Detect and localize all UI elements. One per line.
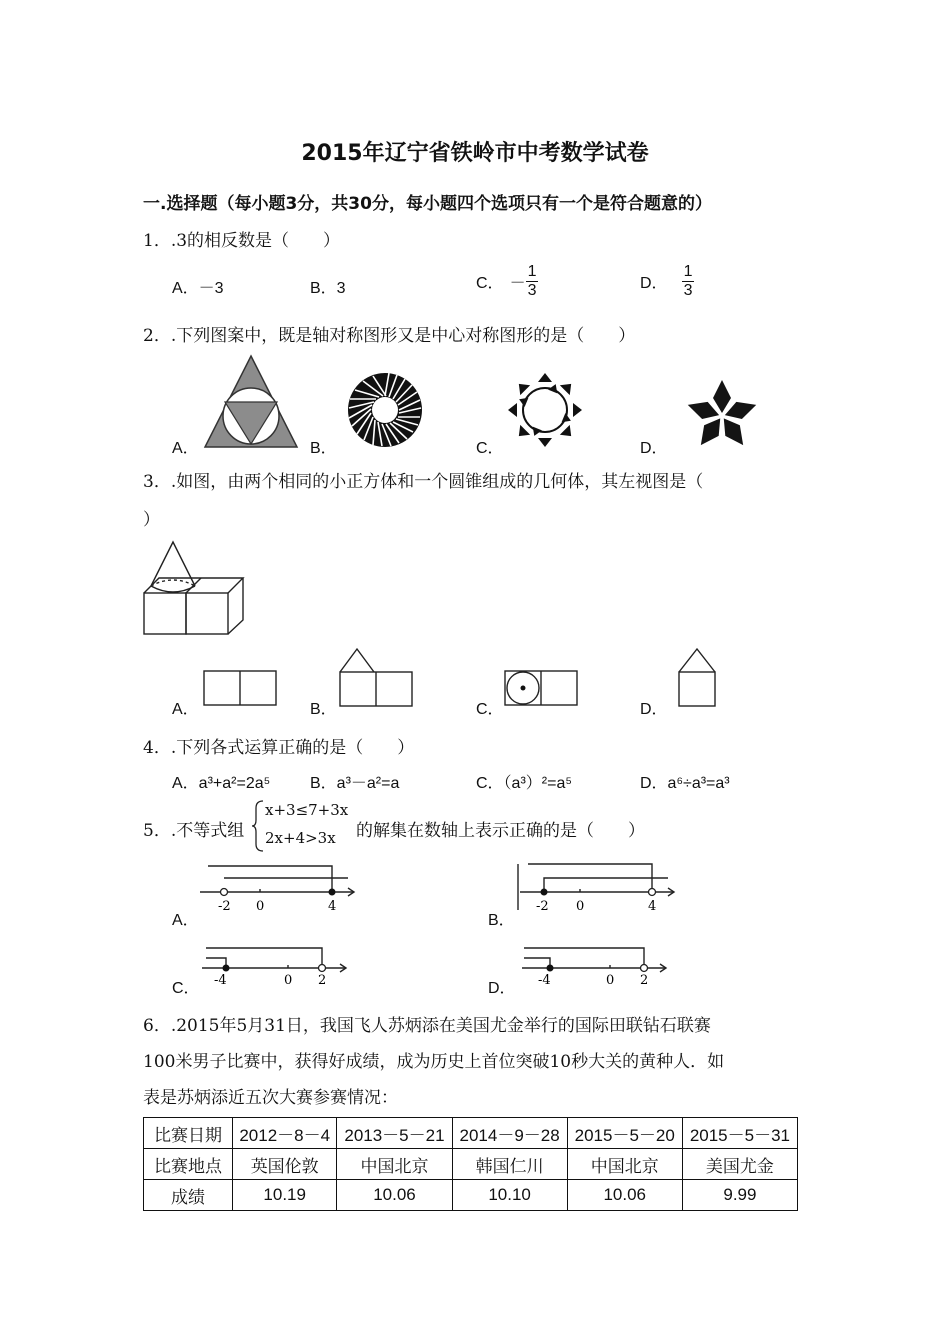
q3-option-a: A． <box>172 701 199 718</box>
inequality-2: 2x+4>3x <box>265 829 336 847</box>
table-cell: 10.10 <box>452 1180 567 1211</box>
table-cell: 比赛日期 <box>144 1118 233 1149</box>
table-row <box>144 1180 798 1211</box>
tick-label: -2 <box>536 899 549 914</box>
tick-label: 2 <box>318 973 327 988</box>
number-line-a <box>198 862 358 914</box>
q4-option-d: D．a⁶÷a³=a³ <box>640 775 730 792</box>
tick-label: 0 <box>256 899 265 914</box>
number-line-c <box>200 944 350 988</box>
table-cell: 英国伦敦 <box>233 1149 337 1180</box>
q2-option-a: A． <box>172 440 199 457</box>
q2-option-b: B． <box>310 440 337 457</box>
q3-option-b: B． <box>310 701 337 718</box>
table-cell: 2015－5－20 <box>567 1118 682 1149</box>
q5-option-c: C． <box>172 980 200 997</box>
table-cell: 2015－5－31 <box>682 1118 797 1149</box>
number-line-b <box>518 862 678 914</box>
tick-label: 4 <box>648 899 657 914</box>
page-title: 2015年辽宁省铁岭市中考数学试卷 <box>301 141 649 166</box>
q1-option-d: D． $\frac{1}{3}$ <box>640 263 693 299</box>
table-cell: 9.99 <box>682 1180 797 1211</box>
spiral-fan-figure <box>344 371 426 449</box>
q3-option-d: D． <box>640 701 668 718</box>
question-1-stem: 1．.3的相反数是（ ） <box>143 231 341 251</box>
question-6-line1: 6．.2015年5月31日，我国飞人苏炳添在美国尤金举行的国际田联钻石联赛 <box>143 1016 711 1036</box>
view-b-figure <box>339 647 413 707</box>
q3-option-c: C． <box>476 701 504 718</box>
q5-option-a: A． <box>172 912 199 929</box>
arrow-ring-figure <box>506 372 584 448</box>
view-a-figure <box>203 670 277 706</box>
q5-option-d: D． <box>488 980 516 997</box>
q1-option-b: B．3 <box>310 280 346 297</box>
table-row <box>144 1118 798 1149</box>
question-5-stem-pre: 5．.不等式组 <box>143 821 245 841</box>
q5-option-b: B． <box>488 912 515 929</box>
table-cell: 成绩 <box>144 1180 233 1211</box>
tick-label: 0 <box>284 973 293 988</box>
table-cell: 10.19 <box>233 1180 337 1211</box>
question-3-stem: 3．.如图，由两个相同的小正方体和一个圆锥组成的几何体，其左视图是（ <box>143 472 704 492</box>
table-cell: 10.06 <box>567 1180 682 1211</box>
q1-option-c: C． － $\frac{1}{3}$ <box>476 263 537 299</box>
star-rhombus-figure <box>680 376 764 452</box>
question-6-line3: 表是苏炳添近五次大赛参赛情况： <box>143 1088 398 1108</box>
q1-option-a: A．－3 <box>172 280 224 297</box>
brace-icon <box>252 800 264 852</box>
tick-label: 0 <box>606 973 615 988</box>
table-cell: 中国北京 <box>337 1149 452 1180</box>
cube-cone-solid-figure <box>143 540 245 636</box>
number-line-d <box>520 944 670 988</box>
question-5-stem-post: 的解集在数轴上表示正确的是（ ） <box>356 821 645 841</box>
tick-label: -4 <box>214 973 227 988</box>
question-6-line2: 100米男子比赛中，获得好成绩，成为历史上首位突破10秒大关的黄种人．如 <box>143 1052 725 1072</box>
view-d-figure <box>678 647 718 707</box>
question-2-stem: 2．.下列图案中，既是轴对称图形又是中心对称图形的是（ ） <box>143 326 636 346</box>
table-cell: 2014－9－28 <box>452 1118 567 1149</box>
tick-label: 4 <box>328 899 337 914</box>
table-cell: 10.06 <box>337 1180 452 1211</box>
q4-option-b: B．a³－a²=a <box>310 775 400 792</box>
table-cell: 2012－8－4 <box>233 1118 337 1149</box>
tick-label: 0 <box>576 899 585 914</box>
question-4-stem: 4．.下列各式运算正确的是（ ） <box>143 738 415 758</box>
q2-option-d: D． <box>640 440 668 457</box>
table-cell: 2013－5－21 <box>337 1118 452 1149</box>
inequality-1: x+3≤7+3x <box>265 801 349 819</box>
table-cell: 比赛地点 <box>144 1149 233 1180</box>
view-c-figure <box>504 670 578 706</box>
tick-label: -2 <box>218 899 231 914</box>
q4-option-c: C．（a³）²=a⁵ <box>476 775 572 792</box>
section-heading: 一.选择题（每小题3分，共30分，每小题四个选项只有一个是符合题意的） <box>143 194 712 214</box>
results-table <box>143 1117 798 1211</box>
triangle-circle-figure <box>203 354 299 450</box>
q4-option-a: A．a³+a²=2a⁵ <box>172 775 271 792</box>
table-cell: 美国尤金 <box>682 1149 797 1180</box>
tick-label: -4 <box>538 973 551 988</box>
table-cell: 韩国仁川 <box>452 1149 567 1180</box>
table-cell: 中国北京 <box>567 1149 682 1180</box>
q2-option-c: C． <box>476 440 504 457</box>
table-row <box>144 1149 798 1180</box>
tick-label: 2 <box>640 973 649 988</box>
question-3-stem-cont: ） <box>143 510 160 530</box>
